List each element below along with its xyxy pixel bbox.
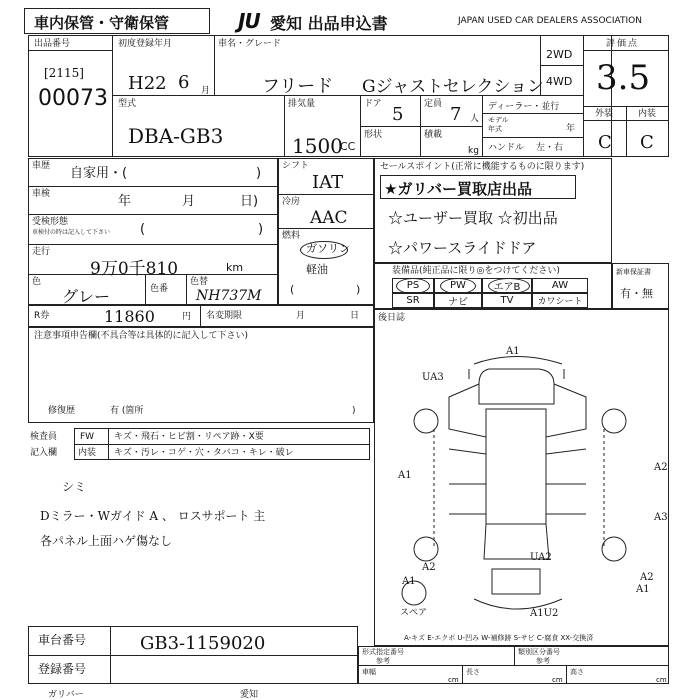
doors-label: ドア [364, 99, 382, 109]
selling-point-1: ☆ユーザー買取 ☆初出品 [388, 209, 558, 227]
inspection-month: 月 [182, 194, 196, 209]
equip-pw: PW [434, 278, 482, 293]
cert-width-label: 長さ [466, 668, 480, 676]
recycle-unit: 円 [182, 312, 192, 322]
equip-tv: TV [482, 293, 532, 308]
selling-banner: ★ガリバー買取店出品 [384, 180, 532, 198]
model-year-label2: 年式 [488, 125, 502, 133]
rating-ext-label: 外装 [595, 109, 614, 119]
lot-code: [2115] [44, 66, 84, 80]
registration-era: H22 [128, 73, 167, 94]
footer-left: ガリバー [48, 690, 84, 700]
drive-4wd: 4WD [546, 75, 573, 88]
history-close: ) [256, 166, 262, 181]
seats-unit: 人 [470, 114, 480, 124]
cert-length-label: 車幅 [362, 668, 376, 676]
diagram-label: 後日誌 [378, 313, 406, 323]
mileage-label: 走行 [32, 247, 51, 257]
equip-sr: SR [392, 293, 434, 308]
shift-label: シフト [282, 161, 310, 171]
cert-form-label: 形式指定番号 [362, 648, 404, 656]
fuel-open: ( [290, 283, 295, 296]
recycle-value: 11860 [104, 307, 155, 326]
mark-ua3: UA3 [422, 372, 444, 383]
mark-a2-right: A2 [654, 462, 668, 473]
mileage-unit: km [226, 261, 244, 274]
ps-circle [396, 278, 430, 294]
int-label: 内装 [78, 448, 97, 458]
fuel-close: ) [356, 283, 361, 296]
drive-2wd: 2WD [546, 48, 573, 61]
cert-unit-2: cm [552, 676, 563, 684]
import-label: ディーラー・並行 [488, 102, 560, 112]
inspection-day: 日) [240, 194, 259, 209]
inspector-note-3: 各パネル上面ハゲ傷なし [40, 534, 173, 548]
cert-class-label: 類別区分番号 [518, 648, 560, 656]
rating-int-label: 内装 [638, 109, 657, 119]
type-value: DBA-GB3 [128, 124, 224, 148]
color-change-label: 色替 [190, 277, 209, 287]
color-code-label: 色番 [150, 284, 169, 294]
registration-label: 初度登録年月 [118, 39, 173, 49]
color-code: NH737M [196, 288, 262, 304]
history-value: 自家用・( [70, 166, 128, 181]
airbag-circle [488, 278, 530, 294]
selling-label: セールスポイント(正常に機能するものに限ります) [380, 162, 585, 172]
inspection-year: 年 [118, 194, 132, 209]
lot-label: 出品番号 [34, 39, 71, 49]
mark-a1-front: A1 [506, 346, 520, 357]
model-year-label: モデル [488, 116, 509, 124]
fw-label: FW [80, 432, 95, 442]
acceptance-close: ) [258, 222, 264, 237]
color-label: 色 [32, 277, 42, 287]
inspection-label: 車検 [32, 189, 51, 199]
inspector-label2: 記入欄 [30, 448, 58, 458]
car-diagram [374, 309, 669, 646]
reg-number-label: 登録番号 [38, 662, 87, 676]
equip-aw: AW [532, 278, 588, 293]
storage-title: 車内保管・守衛保管 [34, 14, 170, 32]
equip-ps: PS [392, 278, 434, 293]
association-title: 愛知 出品申込書 [270, 14, 388, 33]
equip-leather: カワシート [532, 293, 588, 308]
shift-value: IAT [312, 172, 344, 193]
load-unit: kg [468, 146, 479, 156]
handle-label: ハンドル [488, 143, 525, 153]
chassis-label: 車台番号 [38, 633, 87, 647]
repair-value: 有 (箇所 [110, 406, 144, 416]
model-grade: Gジャストセレクション [362, 77, 545, 97]
type-label: 型式 [118, 99, 137, 109]
name-change-label: 名変期限 [206, 311, 243, 321]
equip-navi: ナビ [434, 293, 482, 308]
mark-a1-left: A1 [398, 470, 412, 481]
acceptance-open: ( [140, 222, 146, 237]
fuel-label: 燃料 [282, 231, 301, 241]
color-value: グレー [62, 287, 111, 306]
mark-a1-rear-right: A1 [636, 584, 650, 595]
notes-frame [28, 327, 374, 423]
repair-label: 修復歴 [48, 406, 76, 416]
fuel-gasoline: ガソリン [306, 242, 350, 255]
model-label: 車名・グレード [218, 39, 282, 49]
rating-score: 3.5 [596, 58, 651, 98]
warranty-label: 新車保証書 [616, 268, 651, 276]
cert-ref2: 参考 [536, 657, 550, 665]
cert-height-label: 高さ [570, 668, 584, 676]
pw-circle [440, 278, 476, 294]
mark-a2-rear: A2 [640, 572, 654, 583]
shape-label: 形状 [364, 130, 383, 140]
ju-logo: JU [238, 9, 260, 33]
mark-a2-rear-left: A2 [422, 562, 436, 573]
acceptance-label: 受検形態 [32, 217, 69, 227]
doors-value: 5 [392, 104, 404, 125]
load-label: 積載 [424, 130, 443, 140]
footer-right: 愛知 [240, 690, 259, 700]
warranty-options: 有・無 [620, 287, 653, 300]
repair-close: ) [352, 406, 356, 416]
mark-a3: A3 [654, 512, 668, 523]
cert-unit-3: cm [656, 676, 667, 684]
inspector-note-2: Dミラー・Wガイド A 、 ロスサポート 主 [40, 509, 266, 523]
rating-ext: C [598, 132, 612, 153]
fuel-diesel: 軽油 [306, 263, 328, 276]
ac-label: 冷房 [282, 197, 301, 207]
inspector-label1: 検査員 [30, 432, 58, 442]
spare-label: スペア [400, 608, 428, 618]
association-en: JAPAN USED CAR DEALERS ASSOCIATION [458, 16, 642, 26]
displacement-value: 1500 [292, 134, 343, 158]
fw-items: キズ・飛石・ヒビ割・リペア跡・X要 [114, 432, 264, 442]
rating-int: C [640, 132, 654, 153]
seats-label: 定員 [424, 99, 443, 109]
chassis-value: GB3-1159020 [140, 633, 266, 654]
ac-value: AAC [310, 208, 348, 228]
equipment-label: 装備品(純正品に限り◎をつけてください) [392, 266, 560, 276]
selling-point-2: ☆パワースライドドア [388, 239, 537, 257]
int-items: キズ・汚レ・コゲ・穴・タバコ・キレ・破レ [114, 448, 294, 458]
acceptance-note: 車検付の時は記入して下さい [32, 229, 111, 236]
diagram-legend: A-キズ E-エクボ U-凹み W-補修跡 S-サビ C-腐食 XX-交換済 [404, 634, 594, 642]
mark-a1-rear-left: A1 [402, 576, 416, 587]
history-label: 車歴 [32, 161, 51, 171]
notes-label: 注意事項申告欄(不具合等は具体的に記入して下さい) [34, 331, 249, 341]
rating-label: 評価点 [606, 39, 640, 49]
recycle-frame [28, 305, 374, 327]
mark-a1u2-rear: A1U2 [530, 608, 559, 619]
mark-ua2: UA2 [530, 552, 552, 563]
handle-options: 左・右 [536, 143, 564, 153]
recycle-label: R券 [34, 311, 50, 321]
displacement-label: 排気量 [288, 99, 316, 109]
equip-airbag: エアB [482, 278, 532, 293]
mileage-value: 9万0千810 [90, 259, 179, 279]
registration-month: 6 [178, 72, 190, 93]
seats-value: 7 [450, 104, 462, 125]
displacement-unit: CC [340, 140, 356, 153]
lot-number: 00073 [38, 86, 108, 111]
inspector-note-1: シミ [62, 480, 87, 494]
cert-ref1: 参考 [376, 657, 390, 665]
cert-unit-1: cm [448, 676, 459, 684]
model-name: フリード [262, 76, 334, 97]
model-year-unit: 年 [566, 124, 576, 134]
name-change-day: 日 [350, 311, 360, 321]
name-change-month: 月 [296, 311, 306, 321]
registration-month-unit: 月 [201, 86, 211, 96]
